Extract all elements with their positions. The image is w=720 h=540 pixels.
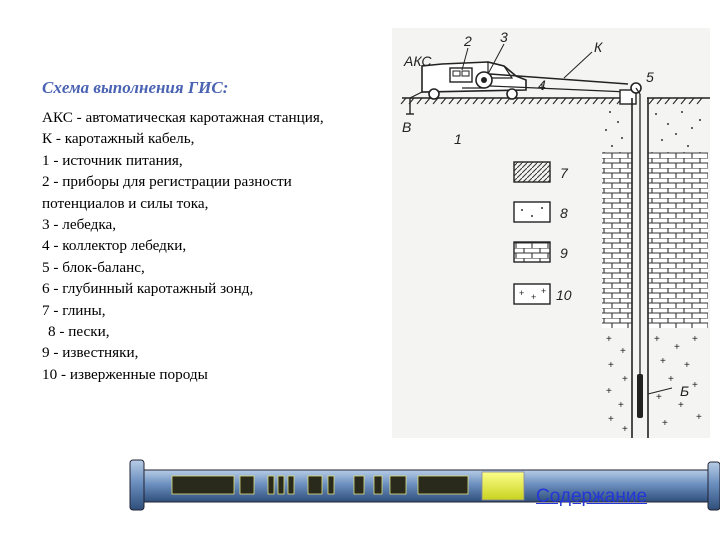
svg-text:+: + xyxy=(541,286,547,296)
svg-text:+: + xyxy=(622,424,628,435)
svg-text:+: + xyxy=(660,356,666,367)
svg-text:+: + xyxy=(608,414,614,425)
label-2: 2 xyxy=(464,33,472,49)
well-logging-diagram xyxy=(392,28,710,438)
legend-line: потенциалов и силы тока, xyxy=(42,194,209,212)
svg-text:+: + xyxy=(618,400,624,411)
svg-text:+: + xyxy=(662,418,668,429)
legend-line: 5 - блок-баланс, xyxy=(42,258,145,276)
legend-line: 7 - глины, xyxy=(42,301,106,319)
label-6: Б xyxy=(680,383,690,399)
legend-line: 4 - коллектор лебедки, xyxy=(42,237,187,255)
svg-text:+: + xyxy=(696,412,702,423)
svg-text:+: + xyxy=(656,392,662,403)
svg-text:+: + xyxy=(531,292,537,302)
legend-text-block xyxy=(42,78,392,385)
svg-text:+: + xyxy=(622,374,628,385)
svg-text:+: + xyxy=(692,380,698,391)
legend-line: 1 - источник питания, xyxy=(42,151,183,169)
legend-line: 9 - известняки, xyxy=(42,344,139,362)
label-3: 3 xyxy=(500,29,508,45)
legend-line: 6 - глубинный каротажный зонд, xyxy=(42,280,254,298)
label-1: 1 xyxy=(454,131,462,147)
legend-line: 3 - лебедка, xyxy=(42,216,117,234)
label-4: 4 xyxy=(538,77,546,93)
svg-text:+: + xyxy=(674,342,680,353)
label-cable: К xyxy=(594,39,603,55)
svg-text:+: + xyxy=(608,360,614,371)
label-5: 5 xyxy=(646,69,654,85)
svg-text:+: + xyxy=(519,288,525,298)
legend-line: К - каротажный кабель, xyxy=(42,130,195,148)
svg-text:+: + xyxy=(654,334,660,345)
svg-text:+: + xyxy=(620,346,626,357)
slide-title: Схема выполнения ГИС: xyxy=(42,78,229,97)
svg-text:+: + xyxy=(606,334,612,345)
legend-line: АКС - автоматическая каротажная станция, xyxy=(42,109,324,126)
svg-text:+: + xyxy=(684,360,690,371)
svg-text:+: + xyxy=(692,334,698,345)
contents-link[interactable]: Содержание xyxy=(536,486,648,507)
legend-number-10: 10 xyxy=(556,287,572,303)
legend-number-9: 9 xyxy=(560,245,568,261)
legend-line: 8 - пески, xyxy=(48,323,110,341)
label-v: В xyxy=(402,119,412,135)
legend-line: 2 - приборы для регистрации разности xyxy=(42,173,292,191)
svg-text:+: + xyxy=(668,374,674,385)
label-station: АКС xyxy=(404,53,432,69)
legend-number-8: 8 xyxy=(560,205,568,221)
legend-number-7: 7 xyxy=(560,165,568,181)
legend-line: 10 - изверженные породы xyxy=(42,365,208,383)
svg-text:+: + xyxy=(678,400,684,411)
svg-text:+: + xyxy=(606,386,612,397)
